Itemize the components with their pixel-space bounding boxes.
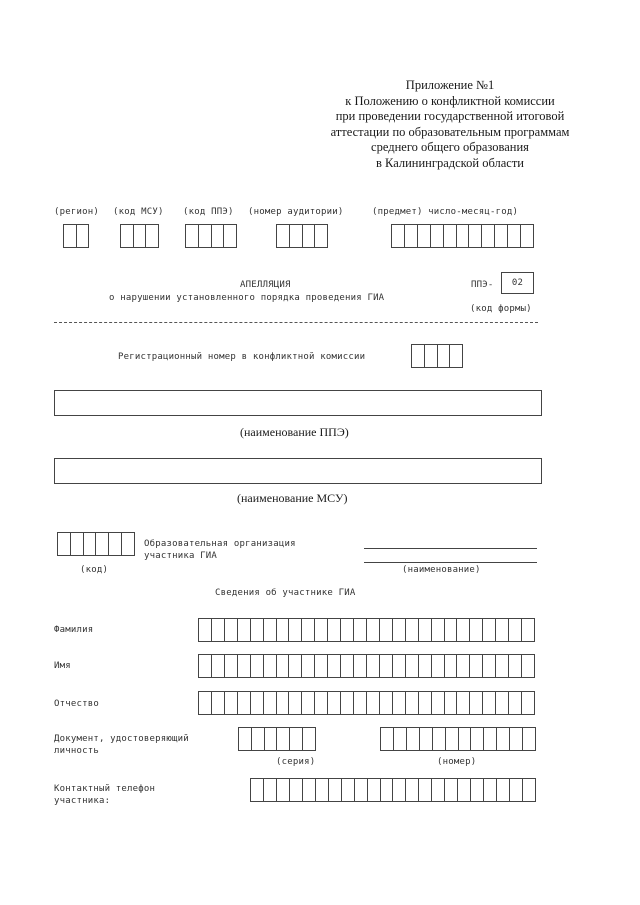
document-number-cells[interactable] (380, 727, 536, 751)
org-name-caption: (наименование) (402, 565, 481, 575)
document-label-line2: личность (54, 746, 99, 756)
registration-number-cells[interactable] (411, 344, 463, 368)
separator-dashed-line (54, 322, 538, 323)
patronymic-cells[interactable] (198, 691, 535, 715)
phone-label-line2: участника: (54, 796, 111, 806)
patronymic-label: Отчество (54, 699, 99, 709)
msu-code-label: (код МСУ) (113, 207, 164, 217)
header-line: среднего общего образования (371, 140, 529, 154)
subject-date-cells[interactable] (391, 224, 534, 248)
surname-cells[interactable] (198, 618, 535, 642)
phone-cells[interactable] (250, 778, 536, 802)
org-label-line1: Образовательная организация (144, 539, 296, 549)
document-label-line1: Документ, удостоверяющий (54, 734, 189, 744)
subject-date-label: (предмет) число-месяц-год) (372, 207, 519, 217)
room-number-label: (номер аудитории) (248, 207, 344, 217)
org-code-cells[interactable] (57, 532, 135, 556)
form-code-caption: (код формы) (470, 304, 532, 314)
document-series-cells[interactable] (238, 727, 316, 751)
phone-label-line1: Контактный телефон (54, 784, 156, 794)
msu-code-cells[interactable] (120, 224, 159, 248)
org-name-line-2[interactable] (364, 562, 537, 563)
name-label: Имя (54, 661, 71, 671)
header-line: аттестации по образовательным программам (330, 124, 570, 139)
header-line: к Положению о конфликтной комиссии (345, 93, 555, 108)
region-label: (регион) (54, 207, 99, 217)
org-code-caption: (код) (80, 565, 109, 575)
msu-name-field[interactable] (54, 458, 542, 484)
form-subtitle: о нарушении установленного порядка проведения ГИА (109, 293, 385, 303)
form-title: АПЕЛЛЯЦИЯ (240, 280, 291, 290)
header-line: Приложение №1 (405, 78, 495, 92)
header-line: при проведении государственной итоговой (335, 109, 565, 123)
org-label-line2: участника ГИА (144, 551, 218, 561)
ppe-code-label: (код ППЭ) (183, 207, 234, 217)
participant-section-title: Сведения об участнике ГИА (215, 588, 356, 598)
document-series-caption: (серия) (276, 757, 316, 767)
name-cells[interactable] (198, 654, 535, 678)
appendix-header (300, 78, 600, 171)
org-name-line[interactable] (364, 548, 537, 549)
msu-name-caption: (наименование МСУ) (237, 491, 348, 505)
document-number-caption: (номер) (437, 757, 477, 767)
ppe-code-cells[interactable] (185, 224, 237, 248)
region-cells[interactable] (63, 224, 89, 248)
ppe-name-field[interactable] (54, 390, 542, 416)
ppe-prefix: ППЭ- (471, 280, 494, 290)
header-line: в Калининградской области (376, 155, 524, 170)
surname-label: Фамилия (54, 625, 94, 635)
room-number-cells[interactable] (276, 224, 328, 248)
ppe-name-caption: (наименование ППЭ) (240, 425, 349, 439)
registration-label: Регистрационный номер в конфликтной комиссии (118, 352, 366, 362)
form-code: 02 (501, 272, 534, 294)
